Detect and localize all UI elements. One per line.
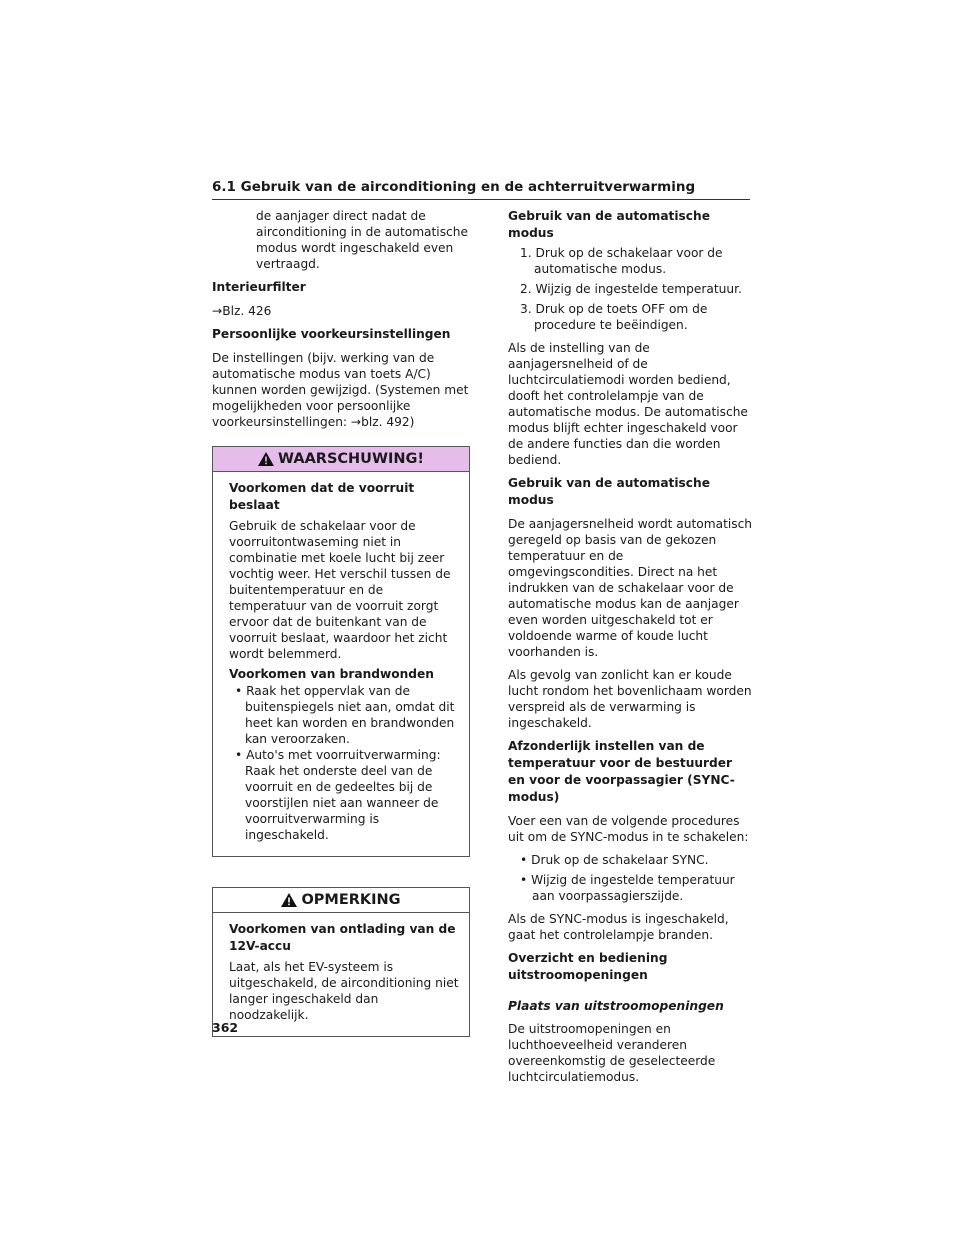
sync-bullet: • Druk op de schakelaar SYNC.	[520, 853, 709, 867]
sync-heading: Afzonderlijk instellen van de temperatuur voor de bestuurder en voor de voorpassagier (SYNC-modus)	[508, 739, 735, 804]
sync-bullet: • Wijzig de ingestelde temperatuur aan voorpassagierszijde.	[520, 873, 735, 903]
warning-bullet-1: • Raak het oppervlak van de buitenspiegels niet aan, omdat dit heet kan worden en brandwonden kan veroorzaken.	[235, 684, 455, 746]
outlets-heading: Overzicht en bediening uitstroomopeningen	[508, 951, 668, 982]
notice-sub: Voorkomen van ontlading van de 12V-accu	[229, 922, 456, 953]
outlets-subheading: Plaats van uitstroomopeningen	[508, 999, 724, 1013]
step-item: 2. Wijzig de ingestelde temperatuur.	[520, 282, 742, 296]
paragraph-6: De uitstroomopeningen en luchthoeveelheid veranderen overeenkomstig de geselecteerde luchtcirculatiemodus.	[508, 1022, 716, 1084]
warning-box	[212, 446, 470, 857]
notice-title: OPMERKING	[301, 892, 401, 908]
paragraph-2: De aanjagersnelheid wordt automatisch geregeld op basis van de gekozen temperatuur en de omgevingscondities. Direct na het indrukken van de schakelaar voor de automatische modus kan de aanjager even worden uitgeschakeld tot er voldoende warme of koude lucht voorhanden is.	[508, 517, 753, 659]
warning-sub1: Voorkomen dat de voorruit beslaat	[229, 481, 415, 512]
left-column	[212, 208, 470, 1059]
warning-sub2: Voorkomen van brandwonden	[229, 667, 434, 681]
warning-bullet-2: • Auto's met voorruitverwarming: Raak het onderste deel van de voorruit en de gedeeltes bij de voorstijlen niet aan wanneer de voorruitverwarming is ingeschakeld.	[235, 748, 441, 842]
page-header: 6.1 Gebruik van de airconditioning en de achterruitverwarming	[212, 179, 750, 200]
paragraph-1: Als de instelling van de aanjagersnelheid of de luchtcirculatiemodi worden bediend, dooft het controlelampje van de automatische modus. De automatische modus blijft echter ingeschakeld voor de andere functies dan die worden bediend.	[508, 341, 748, 467]
warning-icon	[281, 893, 297, 907]
filter-ref-link[interactable]: →Blz. 426	[212, 304, 272, 318]
paragraph-4: Voer een van de volgende procedures uit om de SYNC-modus in te schakelen:	[508, 814, 749, 844]
auto-mode-heading: Gebruik van de automatische modus	[508, 209, 710, 240]
auto-mode-heading-2: Gebruik van de automatische modus	[508, 476, 710, 507]
filter-heading: Interieurfilter	[212, 280, 306, 294]
right-column	[508, 208, 752, 1092]
warning-header	[213, 447, 469, 472]
notice-box	[212, 887, 470, 1037]
step-item: 3. Druk op de toets OFF om de procedure te beëindigen.	[520, 302, 708, 332]
paragraph-3: Als gevolg van zonlicht kan er koude lucht rondom het bovenlichaam worden verspreid als de verwarming is ingeschakeld.	[508, 668, 752, 730]
warning-title: WAARSCHUWING!	[278, 451, 424, 467]
prefs-text: De instellingen (bijv. werking van de automatische modus van toets A/C) kunnen worden gewijzigd. (Systemen met mogelijkheden voor persoonlijke voorkeursinstellingen: →blz. 492)	[212, 351, 469, 429]
warning-text1: Gebruik de schakelaar voor de voorruitontwaseming niet in combinatie met koele lucht bij zeer vochtig weer. Het verschil tussen de buitentemperatuur en de temperatuur van de voorruit zorgt ervoor dat de buitenkant van de voorruit beslaat, waardoor het zicht wordt belemmerd.	[229, 519, 451, 661]
auto-mode-steps	[508, 245, 752, 333]
prefs-heading: Persoonlijke voorkeursinstellingen	[212, 327, 451, 341]
paragraph-5: Als de SYNC-modus is ingeschakeld, gaat het controlelampje branden.	[508, 912, 729, 942]
notice-header	[213, 888, 469, 913]
sync-bullets	[508, 852, 752, 904]
intro-text: de aanjager direct nadat de airconditioning in de automatische modus wordt ingeschakeld even vertraagd.	[256, 209, 468, 271]
warning-icon	[258, 452, 274, 466]
notice-text: Laat, als het EV-systeem is uitgeschakeld, de airconditioning niet langer ingeschakeld dan noodzakelijk.	[229, 960, 459, 1022]
page-number: 362	[212, 1020, 239, 1035]
step-item: 1. Druk op de schakelaar voor de automatische modus.	[520, 246, 723, 276]
